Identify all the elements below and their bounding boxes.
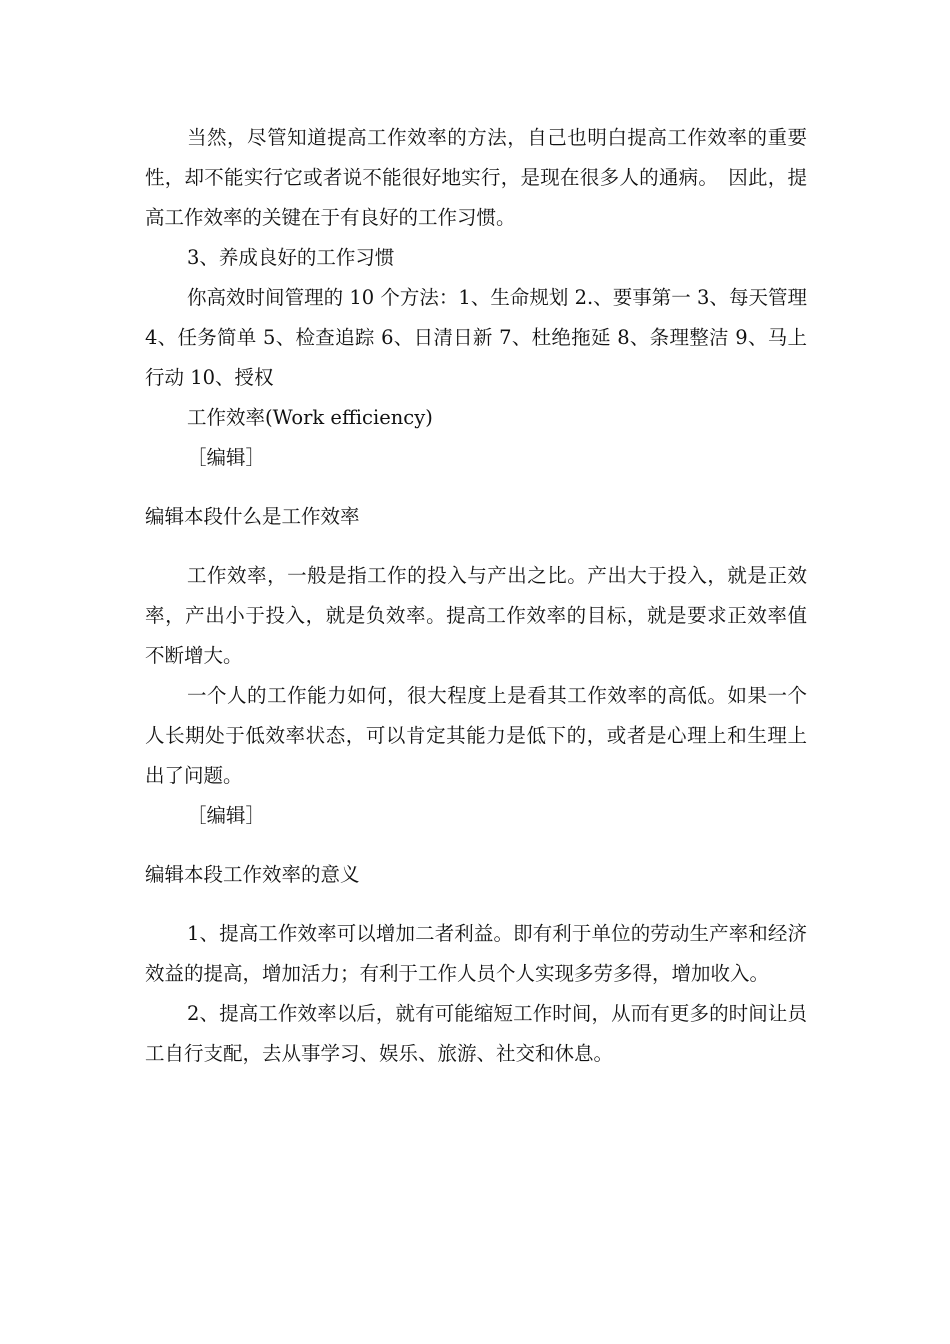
section-heading-significance: 编辑本段工作效率的意义 xyxy=(145,863,360,886)
edit-link-1[interactable]: ［编辑］ xyxy=(187,446,266,469)
section-heading-what-is: 编辑本段什么是工作效率 xyxy=(145,505,360,528)
paragraph-ability: 一个人的工作能力如何，很大程度上是看其工作效率的高低。如果一个人长期处于低效率状态，可以肯定其能力是低下的，或者是心理上和生理上出了问题。 xyxy=(145,684,807,787)
paragraph-ten-methods: 你高效时间管理的 10 个方法：1、生命规划 2.、要事第一 3、每天管理 4、任务简单 5、检查追踪 6、日清日新 7、杜绝拖延 8、条理整洁 9、马上行动 10、授权 xyxy=(145,286,807,389)
paragraph-benefit-1: 1、提高工作效率可以增加二者利益。即有利于单位的劳动生产率和经济效益的提高，增加活力；有利于工作人员个人实现多劳多得，增加收入。 xyxy=(145,922,807,985)
paragraph-habits-heading: 3、养成良好的工作习惯 xyxy=(187,246,395,269)
paragraph-habits-intro: 当然，尽管知道提高工作效率的方法，自己也明白提高工作效率的重要性，却不能实行它或者说不能很好地实行，是现在很多人的通病。 因此，提高工作效率的关键在于有良好的工作习惯。 xyxy=(145,126,807,229)
paragraph-benefit-2: 2、提高工作效率以后，就有可能缩短工作时间，从而有更多的时间让员工自行支配，去从事学习、娱乐、旅游、社交和休息。 xyxy=(145,1002,807,1065)
document-body xyxy=(145,118,807,1074)
paragraph-work-efficiency-title: 工作效率(Work efficiency) xyxy=(187,406,433,429)
edit-link-2[interactable]: ［编辑］ xyxy=(187,804,266,827)
paragraph-definition: 工作效率，一般是指工作的投入与产出之比。产出大于投入，就是正效率，产出小于投入，就是负效率。提高工作效率的目标，就是要求正效率值不断增大。 xyxy=(145,564,807,667)
